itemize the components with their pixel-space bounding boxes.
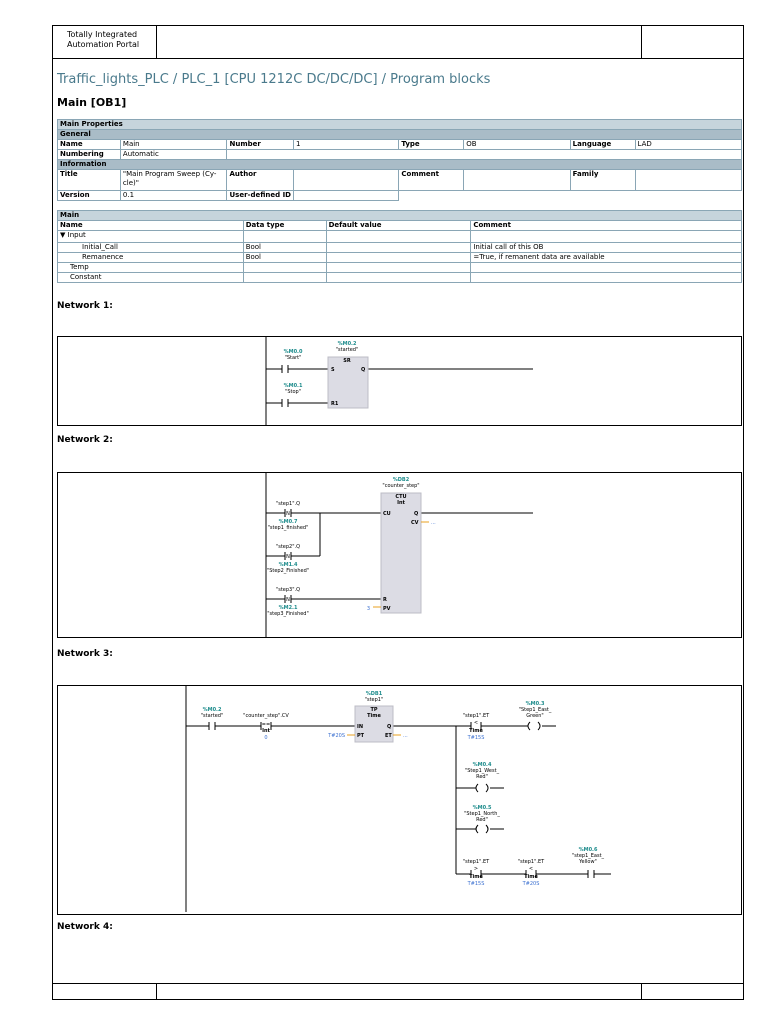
constant-comment xyxy=(471,273,742,283)
input-comment xyxy=(471,231,742,243)
number-label: Number xyxy=(227,140,294,150)
stop-name: "Stop" xyxy=(285,389,301,395)
numbering-filler xyxy=(227,150,742,160)
start-address: %M0.0 xyxy=(283,349,303,355)
col-name: Name xyxy=(58,221,244,231)
numbering-label: Numbering xyxy=(58,150,121,160)
input-default xyxy=(326,231,471,243)
started-address: %M0.2 xyxy=(202,707,222,713)
input-label: Input xyxy=(67,231,86,239)
language-label: Language xyxy=(570,140,635,150)
cmp-top: "counter_step".CV xyxy=(243,713,289,719)
c3-top: "step3".Q xyxy=(275,587,301,593)
c4-t15: T#15S xyxy=(467,881,485,887)
o4-name-1: "step1_East_ xyxy=(571,853,605,859)
ctu-db: %DB2 xyxy=(392,477,410,483)
c4-et: "step1".ET xyxy=(462,859,490,865)
c1-op: < xyxy=(473,720,479,726)
sr-address: %M0.2 xyxy=(337,341,357,347)
constant-default xyxy=(326,273,471,283)
title-value-line-2: cle)" xyxy=(122,179,139,187)
network-3-label: Network 3: xyxy=(57,649,113,659)
network-4-label: Network 4: xyxy=(57,922,113,932)
network-2-box xyxy=(57,472,742,638)
number-value: 1 xyxy=(293,140,398,150)
et-out: ... xyxy=(403,733,408,739)
temp-comment xyxy=(471,263,742,273)
comment-label: Comment xyxy=(399,170,464,191)
header-divider xyxy=(641,26,642,58)
ctu-name: "counter_step" xyxy=(382,483,420,489)
c5-op: < xyxy=(528,866,534,872)
footer-divider-left xyxy=(156,984,157,999)
coil-east-green xyxy=(538,722,540,730)
pin-pt: PT xyxy=(357,733,365,739)
c1-t15: T#15S xyxy=(467,735,485,741)
block-title: Main [OB1] xyxy=(57,96,127,109)
coil-west-red xyxy=(486,784,488,792)
row-default xyxy=(326,243,471,253)
tp-name: "step1" xyxy=(364,697,384,703)
userid-value xyxy=(293,191,398,201)
pin-q: Q xyxy=(361,367,366,373)
c1-address: %M0.7 xyxy=(278,519,298,525)
coil-north-red xyxy=(486,825,488,833)
o1-address: %M0.3 xyxy=(525,701,545,707)
information-heading: Information xyxy=(58,160,742,170)
c2-top: "step2".Q xyxy=(275,544,301,550)
start-name: "Start" xyxy=(284,355,302,361)
family-value xyxy=(635,170,741,191)
c1-time: Time xyxy=(469,728,483,734)
portal-label xyxy=(53,26,157,58)
userid-label: User-defined ID xyxy=(227,191,294,201)
row-comment: Initial call of this OB xyxy=(471,243,742,253)
interface-heading: Main xyxy=(58,211,742,221)
title-value-line-1: "Main Program Sweep (Cy- xyxy=(122,170,217,178)
pin-in: IN xyxy=(357,724,364,730)
pin-q: Q xyxy=(414,511,419,517)
c2-name: "Step2_Finished" xyxy=(266,568,310,574)
row-name: Initial_Call xyxy=(58,243,244,253)
stop-address: %M0.1 xyxy=(283,383,303,389)
main-properties-table xyxy=(57,119,742,201)
title-value xyxy=(120,170,227,191)
portal-line-1: Totally Integrated xyxy=(67,30,138,39)
network-3-box xyxy=(57,685,742,915)
version-value: 0.1 xyxy=(120,191,227,201)
input-type xyxy=(243,231,326,243)
c1-top: "step1".Q xyxy=(275,501,301,507)
col-comment: Comment xyxy=(471,221,742,231)
temp-type xyxy=(243,263,326,273)
pv-value: 3 xyxy=(366,606,370,612)
portal-line-2: Automation Portal xyxy=(67,40,140,49)
constant-type xyxy=(243,273,326,283)
coil-north-red xyxy=(476,825,478,833)
version-row-filler xyxy=(399,191,742,201)
page-footer xyxy=(52,983,744,1000)
cmp-type: Int xyxy=(262,728,270,734)
c1-et: "step1".ET xyxy=(462,713,490,719)
ctu-type: CTU xyxy=(395,494,407,500)
pin-cv: CV xyxy=(411,520,419,526)
row-type: Bool xyxy=(243,243,326,253)
c1-name: "step1_finished" xyxy=(267,525,309,531)
c1-n: N xyxy=(286,511,290,517)
row-type: Bool xyxy=(243,253,326,263)
cmp-op: == xyxy=(261,722,271,728)
type-value: OB xyxy=(464,140,570,150)
network-1-box xyxy=(57,336,742,426)
cmp-val: 0 xyxy=(264,735,268,741)
o3-name-2: Red" xyxy=(476,817,488,823)
input-section[interactable] xyxy=(58,231,244,243)
type-label: Type xyxy=(399,140,464,150)
coil-east-green xyxy=(528,722,530,730)
page-header xyxy=(52,25,744,59)
c3-n: N xyxy=(286,597,290,603)
pin-r: R xyxy=(383,597,387,603)
interface-table xyxy=(57,210,742,283)
o3-address: %M0.5 xyxy=(472,805,492,811)
col-datatype: Data type xyxy=(243,221,326,231)
author-value xyxy=(293,170,398,191)
network-2-label: Network 2: xyxy=(57,435,113,445)
main-properties-heading: Main Properties xyxy=(58,120,742,130)
author-label: Author xyxy=(227,170,294,191)
network-1-ladder xyxy=(58,337,743,427)
c5-t20: T#20S xyxy=(522,881,540,887)
table-row xyxy=(58,243,742,253)
general-heading: General xyxy=(58,130,742,140)
temp-default xyxy=(326,263,471,273)
tp-type: TP xyxy=(370,707,378,713)
row-default xyxy=(326,253,471,263)
o2-address: %M0.4 xyxy=(472,762,492,768)
o1-name-2: Green" xyxy=(526,713,544,719)
pin-q: Q xyxy=(387,724,392,730)
numbering-value: Automatic xyxy=(120,150,227,160)
started-name: "started" xyxy=(200,713,224,719)
network-1-label: Network 1: xyxy=(57,301,113,311)
version-label: Version xyxy=(58,191,121,201)
family-label: Family xyxy=(570,170,635,191)
ctu-int: Int xyxy=(397,500,405,506)
pin-cu: CU xyxy=(383,511,391,517)
comment-value xyxy=(464,170,570,191)
row-comment: =True, if remanent data are available xyxy=(471,253,742,263)
table-row xyxy=(58,253,742,263)
pt-value: T#20S xyxy=(328,733,345,739)
cv-out: ... xyxy=(431,520,436,526)
c2-n: N xyxy=(286,554,290,560)
footer-divider-right xyxy=(641,984,642,999)
col-default: Default value xyxy=(326,221,471,231)
row-name: Remanence xyxy=(58,253,244,263)
title-label: Title xyxy=(58,170,121,191)
o1-name-1: "Step1_East_ xyxy=(518,707,552,713)
c3-address: %M2.1 xyxy=(278,605,298,611)
language-value: LAD xyxy=(635,140,741,150)
c3-name: "step3_Finished" xyxy=(267,611,309,617)
c5-time: Time xyxy=(524,874,538,880)
name-value: Main xyxy=(120,140,227,150)
o4-name-2: Yellow" xyxy=(579,859,597,865)
name-label: Name xyxy=(58,140,121,150)
c4-time: Time xyxy=(469,874,483,880)
pin-s: S xyxy=(331,367,335,373)
constant-label: Constant xyxy=(58,273,244,283)
expand-triangle-icon[interactable]: ▼ xyxy=(60,231,66,239)
sr-type: SR xyxy=(343,358,351,364)
pin-r1: R1 xyxy=(331,401,339,407)
temp-label: Temp xyxy=(58,263,244,273)
tp-time: Time xyxy=(367,713,381,719)
tp-db: %DB1 xyxy=(365,691,383,697)
network-3-ladder xyxy=(58,686,743,916)
o2-name-1: "Step1_West_ xyxy=(464,768,500,774)
page-title: Traffic_lights_PLC / PLC_1 [CPU 1212C DC/DC/DC] / Program blocks xyxy=(57,72,491,87)
o3-name-1: "Step1_North_ xyxy=(464,811,500,817)
o2-name-2: Red" xyxy=(476,774,488,780)
c2-address: %M1.4 xyxy=(278,562,298,568)
c4-op: > xyxy=(473,866,479,872)
c5-et: "step1".ET xyxy=(517,859,545,865)
pin-pv: PV xyxy=(383,606,391,612)
sr-name: "started" xyxy=(335,347,359,353)
o4-address: %M0.6 xyxy=(578,847,598,853)
network-2-ladder xyxy=(58,473,743,639)
coil-west-red xyxy=(476,784,478,792)
pin-et: ET xyxy=(385,733,392,739)
